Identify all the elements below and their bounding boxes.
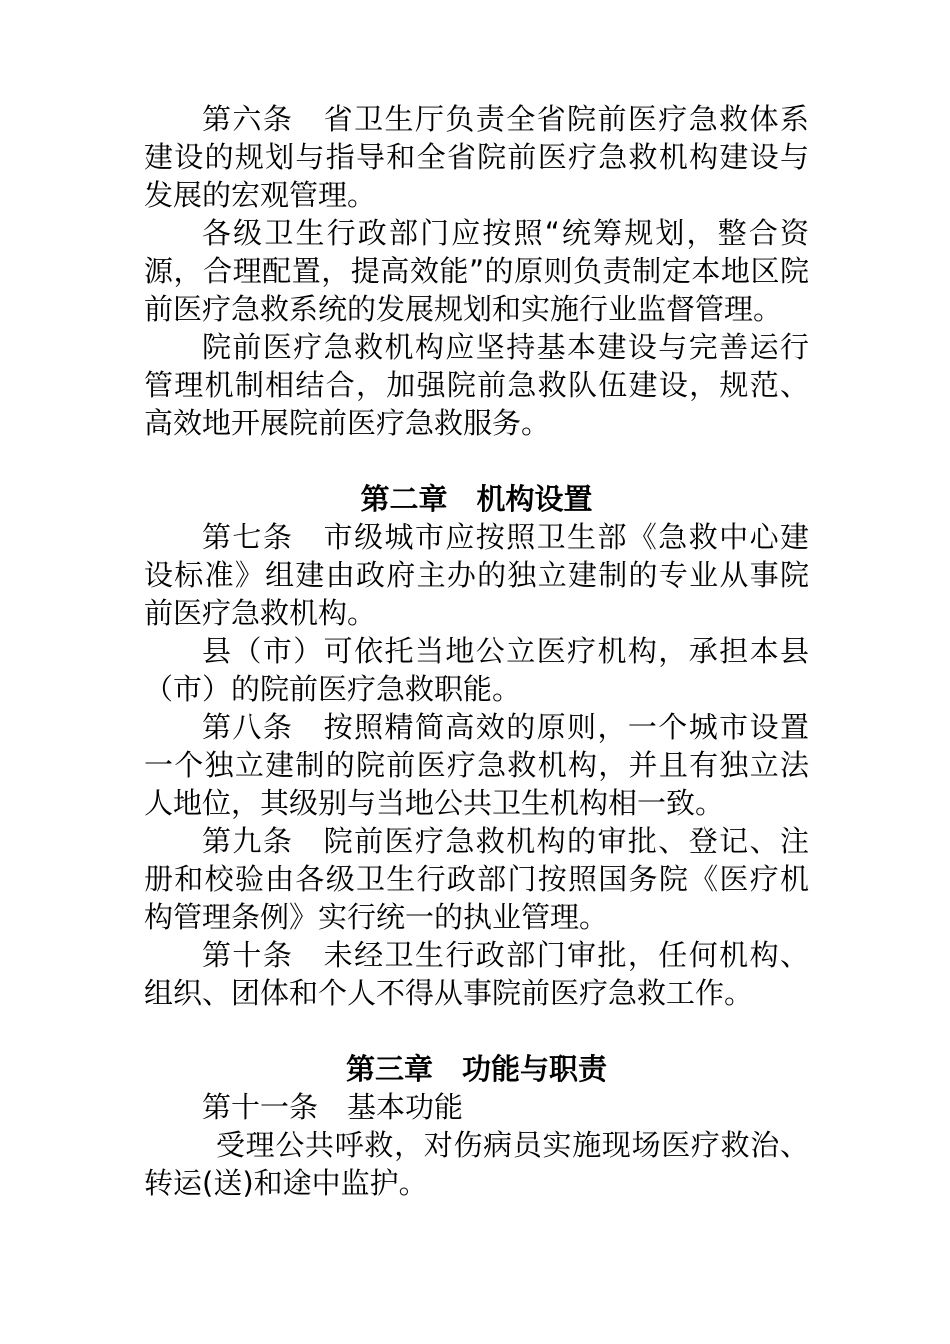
article-10: 第十条 未经卫生行政部门审批，任何机构、组织、团体和个人不得从事院前医疗急救工作。 <box>144 938 809 1010</box>
spacer <box>144 1012 809 1050</box>
article-9: 第九条 院前医疗急救机构的审批、登记、注册和校验由各级卫生行政部门按照国务院《医疗机构管理条例》实行统一的执业管理。 <box>144 824 809 934</box>
article-11: 第十一条 基本功能 <box>202 1090 464 1124</box>
article-7: 第七条 市级城市应按照卫生部《急救中心建设标准》组建由政府主办的独立建制的专业从事院前医疗急救机构。 <box>144 520 809 630</box>
article-8: 第八条 按照精简高效的原则，一个城市设置一个独立建制的院前医疗急救机构，并且有独立法人地位，其级别与当地公共卫生机构相一致。 <box>144 710 809 820</box>
spacer <box>144 442 809 480</box>
article-6-paragraph-2: 各级卫生行政部门应按照“统筹规划，整合资源，合理配置，提高效能”的原则负责制定本地区院前医疗急救系统的发展规划和实施行业监督管理。 <box>144 216 809 326</box>
chapter-2-title: 第二章 机构设置 <box>360 482 593 516</box>
chapter-3-title: 第三章 功能与职责 <box>345 1052 607 1086</box>
document-page <box>144 100 809 1202</box>
article-7-paragraph-2: 县（市）可依托当地公立医疗机构，承担本县（市）的院前医疗急救职能。 <box>144 634 809 706</box>
article-6-paragraph-3: 院前医疗急救机构应坚持基本建设与完善运行管理机制相结合，加强院前急救队伍建设，规范、高效地开展院前医疗急救服务。 <box>144 330 809 440</box>
article-11-basic-function: 受理公共呼救，对伤病员实施现场医疗救治、转运(送)和途中监护。 <box>144 1128 809 1200</box>
article-6: 第六条 省卫生厅负责全省院前医疗急救体系建设的规划与指导和全省院前医疗急救机构建设与发展的宏观管理。 <box>144 102 809 212</box>
